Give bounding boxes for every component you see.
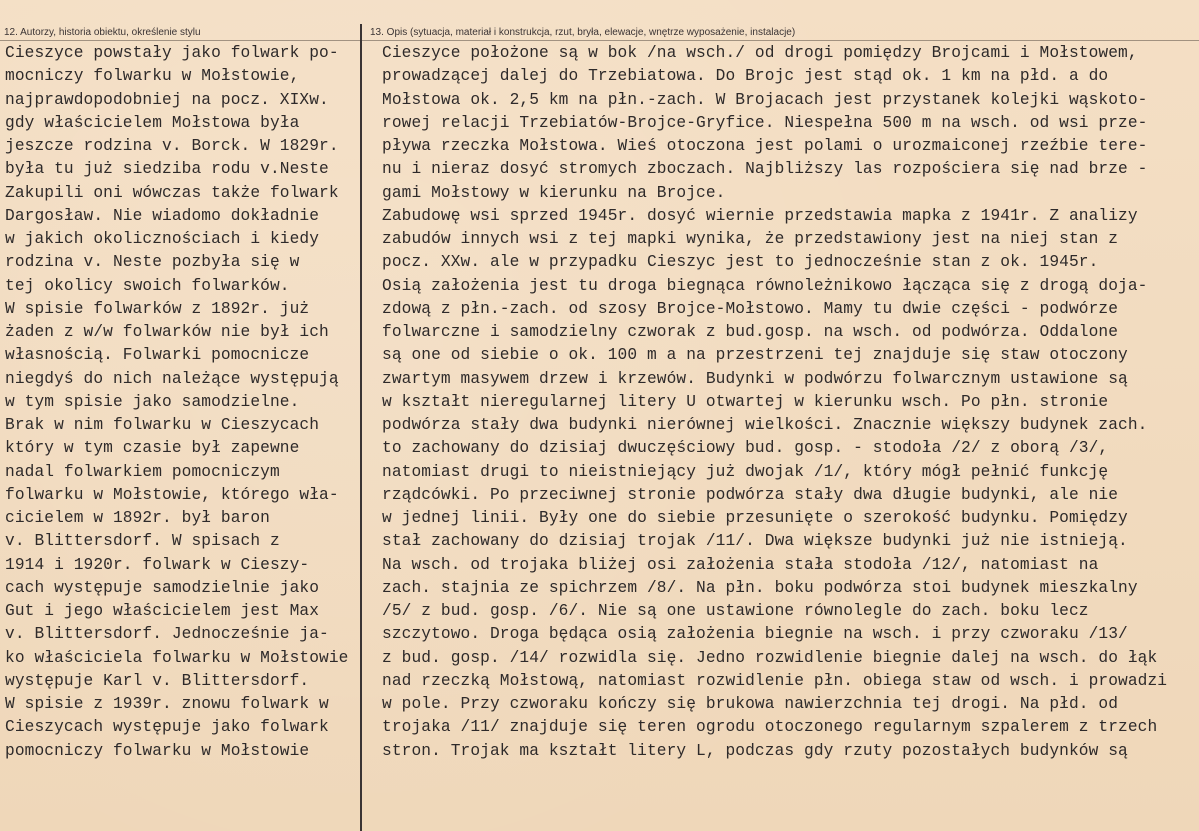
description-text-line: /5/ z bud. gosp. /6/. Nie są one ustawione równolegle do zach. boku lecz [382, 602, 1089, 620]
description-text-line: szczytowo. Droga będąca osią założenia biegnie na wsch. i przy czworaku /13/ [382, 625, 1128, 644]
description-text-line: Mołstowa ok. 2,5 km na płn.-zach. W Brojacach jest przystanek kolejki wąskoto- [382, 90, 1148, 109]
description-text-line: gami Mołstowy w kierunku na Brojce. [382, 183, 726, 202]
history-text-line: Zakupili oni wówczas także folwark [5, 183, 339, 202]
description-column [382, 42, 1197, 763]
description-text-line: stał zachowany do dzisiaj trojak /11/. Dwa większe budynki już nie istnieją. [382, 532, 1128, 551]
description-text-line: folwarczne i samodzielny czworak z bud.gosp. na wsch. od podwórza. Oddalone [382, 323, 1119, 341]
history-text-line: Dargosław. Nie wiadomo dokładnie [5, 206, 320, 225]
description-text-line: trojaka /11/ znajduje się teren ogrodu otoczonego regularnym szpalerem z trzech [382, 718, 1158, 737]
history-text-line: W spisie z 1939r. znowu folwark w [5, 695, 329, 713]
description-text-line: prowadzącej dalej do Trzebiatowa. Do Brojc jest stąd ok. 1 km na płd. a do [382, 67, 1109, 86]
history-text-line: cicielem w 1892r. był baron [5, 509, 270, 527]
history-text-line: Brak w nim folwarku w Cieszycach [5, 416, 320, 434]
description-text-line: z bud. gosp. /14/ rozwidla się. Jedno rozwidlenie biegnie dalej na wsch. do łąk [382, 648, 1158, 667]
section-12-header: 12. Autorzy, historia obiektu, określenie stylu [4, 27, 201, 38]
history-column [5, 42, 360, 763]
description-text-line: zach. stajnia ze spichrzem /8/. Na płn. boku podwórza stoi budynek mieszkalny [382, 578, 1138, 597]
description-text-line: pływa rzeczka Mołstowa. Wieś otoczona jest polami o urozmaiconej rzeźbie tere- [382, 137, 1148, 155]
history-text-line: była tu już siedziba rodu v.Neste [5, 160, 329, 179]
history-text-line: cach występuje samodzielnie jako [5, 578, 320, 597]
description-text-line: natomiast drugi to nieistniejący już dwojak /1/, który mógł pełnić funkcję [382, 462, 1109, 481]
history-text-line: mocniczy folwarku w Mołstowie, [5, 67, 300, 86]
history-text-line: żaden z w/w folwarków nie był ich [5, 323, 329, 341]
description-text-line: w jednej linii. Były one do siebie przesunięte o szerokość budynku. Pomiędzy [382, 509, 1128, 527]
header-rule [0, 40, 1199, 41]
history-text-line: jeszcze rodzina v. Borck. W 1829r. [5, 137, 339, 155]
description-text-line: stron. Trojak ma kształt litery L, podczas gdy rzuty pozostałych budynków są [382, 741, 1128, 760]
description-text-line: Osią założenia jest tu droga biegnąca równoleżnikowo łącząca się z drogą doja- [382, 276, 1148, 295]
history-text-line: v. Blittersdorf. Jednocześnie ja- [5, 625, 329, 644]
description-text-line: Zabudowę wsi sprzed 1945r. dosyć wiernie przedstawia mapka z 1941r. Z analizy [382, 206, 1138, 225]
history-text-line: niegdyś do nich należące występują [5, 369, 339, 388]
history-text-line: najprawdopodobniej na pocz. XIXw. [5, 90, 329, 109]
history-text-line: folwarku w Mołstowie, którego wła- [5, 485, 339, 504]
history-text-line: który w tym czasie był zapewne [5, 439, 300, 458]
history-text-line: rodzina v. Neste pozbyła się w [5, 253, 300, 272]
history-text-line: Cieszyce powstały jako folwark po- [5, 44, 339, 62]
history-text-line: gdy właścicielem Mołstowa była [5, 113, 300, 132]
history-text-line: 1914 i 1920r. folwark w Cieszy- [5, 555, 310, 574]
history-text-line: w tym spisie jako samodzielne. [5, 392, 300, 411]
section-13-header: 13. Opis (sytuacja, materiał i konstrukcja, rzut, bryła, elewacje, wnętrze wyposażenie, instalacje) [370, 27, 796, 38]
description-text-line: zdową z płn.-zach. od szosy Brojce-Mołstowo. Mamy tu dwie części - podwórze [382, 299, 1119, 318]
history-text-line: w jakich okolicznościach i kiedy [5, 230, 320, 248]
description-text-line: podwórza stały dwa budynki nierównej wielkości. Znacznie większy budynek zach. [382, 416, 1148, 434]
description-text-line: są one od siebie o ok. 100 m a na przestrzeni tej znajduje się staw otoczony [382, 346, 1128, 365]
history-text-line: pomocniczy folwarku w Mołstowie [5, 741, 310, 760]
history-text-line: W spisie folwarków z 1892r. już [5, 299, 310, 318]
description-text-line: nu i nieraz dosyć stromych zboczach. Najbliższy las rozpościera się nad brze - [382, 160, 1148, 179]
history-text-line: Gut i jego właścicielem jest Max [5, 602, 320, 620]
description-text-line: nad rzeczką Mołstową, natomiast rozwidlenie płn. obiega staw od wsch. i prowadzi [382, 671, 1168, 690]
history-text-line: tej okolicy swoich folwarków. [5, 276, 290, 295]
column-divider [360, 24, 362, 831]
history-text-line: występuje Karl v. Blittersdorf. [5, 671, 310, 690]
description-text-line: w kształt nieregularnej litery U otwartej w kierunku wsch. Po płn. stronie [382, 392, 1109, 411]
description-text-line: to zachowany do dzisiaj dwuczęściowy bud. gosp. - stodoła /2/ z oborą /3/, [382, 439, 1109, 458]
description-text-line: pocz. XXw. ale w przypadku Cieszyc jest to jednocześnie stan z ok. 1945r. [382, 253, 1099, 272]
description-text-line: w pole. Przy czworaku kończy się brukowa nawierzchnia tej drogi. Na płd. od [382, 695, 1119, 713]
description-text-line: Cieszyce położone są w bok /na wsch./ od drogi pomiędzy Brojcami i Mołstowem, [382, 44, 1138, 62]
description-text-line: zwartym masywem drzew i krzewów. Budynki w podwórzu folwarcznym ustawione są [382, 369, 1128, 388]
history-text-line: własnością. Folwarki pomocnicze [5, 346, 310, 365]
history-text-line: ko właściciela folwarku w Mołstowie [5, 648, 349, 667]
description-text-line: rządcówki. Po przeciwnej stronie podwórza stały dwa długie budynki, ale nie [382, 485, 1119, 504]
history-text-line: nadal folwarkiem pomocniczym [5, 462, 280, 481]
description-text-line: rowej relacji Trzebiatów-Brojce-Gryfice. Niespełna 500 m na wsch. od wsi prze- [382, 113, 1148, 132]
history-text-line: Cieszycach występuje jako folwark [5, 718, 329, 737]
description-text-line: zabudów innych wsi z tej mapki wynika, że przedstawiony jest na niej stan z [382, 230, 1119, 248]
history-text-line: v. Blittersdorf. W spisach z [5, 532, 280, 551]
description-text-line: Na wsch. od trojaka bliżej osi założenia stała stodoła /12/, natomiast na [382, 555, 1099, 574]
